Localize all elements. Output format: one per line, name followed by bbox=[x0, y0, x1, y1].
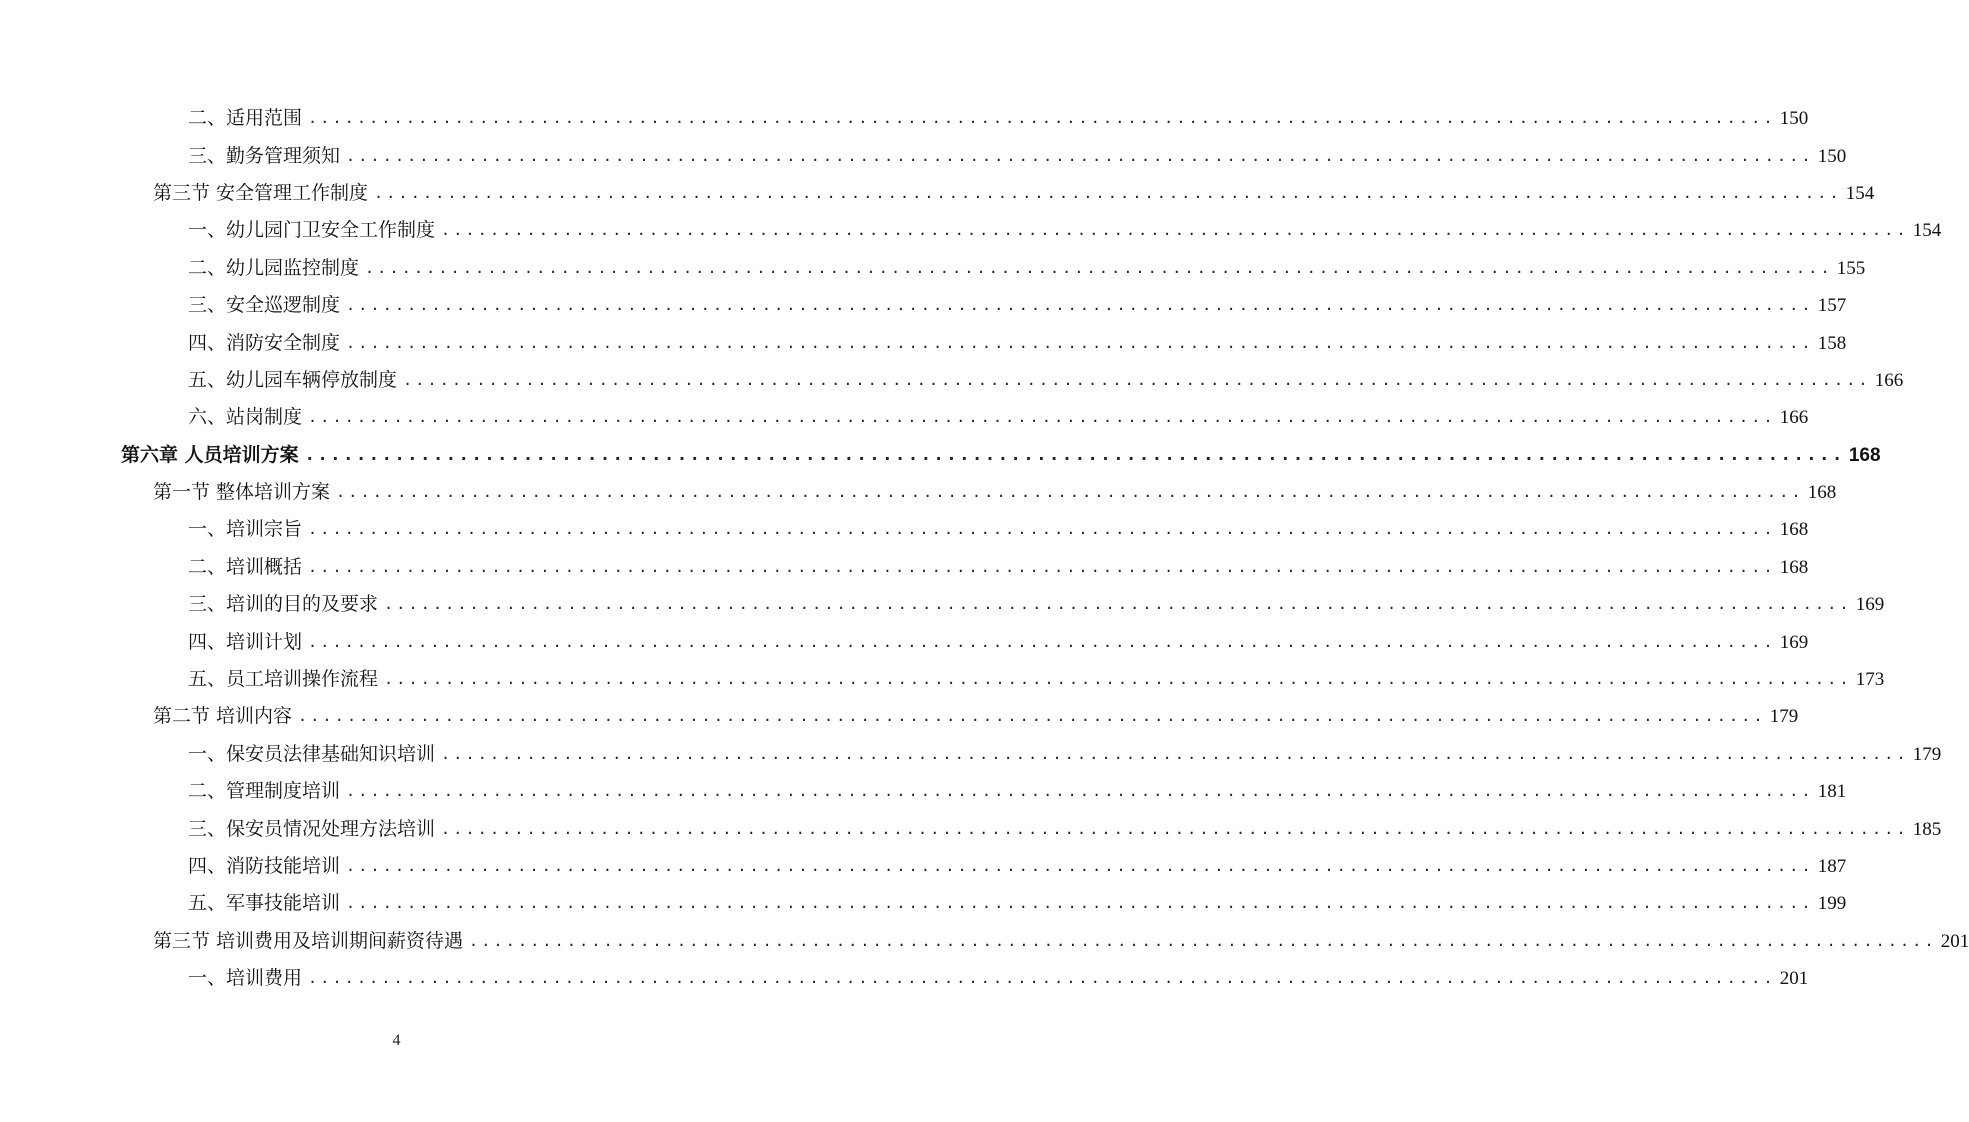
toc-entry-page: 179 bbox=[1769, 706, 1799, 728]
toc-entry-title: 四、培训计划 bbox=[188, 630, 303, 653]
toc-item-entry[interactable] bbox=[0, 773, 1847, 810]
toc-entry-page: 187 bbox=[1817, 856, 1847, 877]
toc-entry-title: 四、消防技能培训 bbox=[188, 855, 341, 877]
toc-entry-page: 173 bbox=[1855, 669, 1885, 691]
toc-leader-dots: ........................................................................................................................ bbox=[308, 969, 1776, 988]
toc-item-entry[interactable] bbox=[0, 250, 1866, 287]
toc-section-entry[interactable] bbox=[0, 698, 1799, 735]
toc-entry-page: 168 bbox=[1779, 556, 1809, 578]
toc-entry-title: 二、幼儿园监控制度 bbox=[188, 256, 360, 279]
toc-item-entry[interactable] bbox=[0, 623, 1809, 660]
toc-entry-page: 154 bbox=[1845, 182, 1875, 204]
toc-entry-title: 五、员工培训操作流程 bbox=[188, 668, 379, 691]
toc-section-entry[interactable] bbox=[0, 923, 1969, 960]
toc-leader-dots: ........................................................................................................................ bbox=[308, 109, 1776, 128]
toc-entry-page: 168 bbox=[1848, 444, 1881, 466]
toc-entry-page: 179 bbox=[1912, 743, 1942, 765]
toc-entry-page: 201 bbox=[1779, 968, 1809, 990]
toc-entry-title: 第六章 人员培训方案 bbox=[121, 443, 299, 466]
toc-leader-dots: ........................................................................................................................ bbox=[374, 183, 1842, 202]
toc-entry-title: 一、保安员法律基础知识培训 bbox=[188, 742, 436, 765]
toc-entry-title: 五、幼儿园车辆停放制度 bbox=[188, 368, 398, 391]
toc-entry-page: 155 bbox=[1836, 257, 1866, 279]
toc-leader-dots: ........................................................................................................................ bbox=[441, 819, 1909, 838]
toc-leader-dots: ........................................................................................................................ bbox=[308, 557, 1776, 576]
toc-entry-title: 三、培训的目的及要求 bbox=[188, 593, 379, 616]
toc-leader-dots: ........................................................................................................................ bbox=[346, 296, 1814, 315]
toc-item-entry[interactable] bbox=[0, 399, 1809, 436]
toc-leader-dots: ........................................................................................................................ bbox=[308, 520, 1776, 539]
toc-item-entry[interactable] bbox=[0, 212, 1942, 249]
toc-item-entry[interactable] bbox=[0, 586, 1885, 623]
toc-entry-page: 154 bbox=[1912, 220, 1942, 242]
toc-entry-page: 169 bbox=[1855, 594, 1885, 616]
toc-entry-page: 181 bbox=[1817, 781, 1847, 803]
toc-entry-page: 185 bbox=[1912, 818, 1942, 840]
toc-entry-title: 一、培训费用 bbox=[188, 967, 303, 990]
toc-item-entry[interactable] bbox=[0, 960, 1809, 997]
toc-entry-title: 二、管理制度培训 bbox=[188, 780, 341, 803]
toc-leader-dots: ........................................................................................................................ bbox=[403, 370, 1871, 389]
toc-leader-dots: ........................................................................................................................ bbox=[346, 333, 1814, 352]
toc-leader-dots: ........................................................................................................................ bbox=[384, 595, 1852, 614]
toc-entry-title: 一、培训宗旨 bbox=[188, 518, 303, 541]
toc-entry-page: 201 bbox=[1940, 930, 1969, 952]
page-number: 4 bbox=[392, 1032, 401, 1049]
toc-leader-dots: ........................................................................................................................ bbox=[308, 632, 1776, 651]
toc-entry-page: 150 bbox=[1779, 108, 1809, 130]
toc-entry-title: 第一节 整体培训方案 bbox=[153, 481, 331, 504]
toc-entry-title: 第二节 培训内容 bbox=[153, 705, 293, 728]
toc-entry-title: 一、幼儿园门卫安全工作制度 bbox=[188, 219, 436, 242]
toc-leader-dots: ........................................................................................................................ bbox=[336, 483, 1804, 502]
toc-leader-dots: ........................................................................................................................ bbox=[304, 444, 1845, 465]
toc-entry-title: 五、军事技能培训 bbox=[188, 892, 341, 915]
toc-leader-dots: ........................................................................................................................ bbox=[346, 894, 1814, 913]
toc-item-entry[interactable] bbox=[0, 549, 1809, 586]
toc-item-entry[interactable] bbox=[0, 362, 1904, 399]
toc-item-entry[interactable] bbox=[0, 848, 1847, 885]
toc-entry-title: 二、培训概括 bbox=[188, 555, 303, 578]
toc-section-entry[interactable] bbox=[0, 474, 1837, 511]
toc-entry-page: 150 bbox=[1817, 145, 1847, 167]
toc-entry-page: 199 bbox=[1817, 893, 1847, 915]
toc-entry-title: 三、保安员情况处理方法培训 bbox=[188, 817, 436, 840]
toc-leader-dots: ........................................................................................................................ bbox=[308, 408, 1776, 427]
toc-entry-title: 第三节 培训费用及培训期间薪资待遇 bbox=[153, 929, 464, 952]
toc-entry-title: 二、适用范围 bbox=[188, 107, 303, 130]
toc-entry-page: 168 bbox=[1779, 519, 1809, 541]
toc-leader-dots: ........................................................................................................................ bbox=[441, 221, 1909, 240]
toc-item-entry[interactable] bbox=[0, 100, 1809, 137]
toc-leader-dots: ........................................................................................................................ bbox=[441, 744, 1909, 763]
toc-entry-page: 168 bbox=[1807, 482, 1837, 504]
table-of-contents bbox=[0, 100, 1969, 997]
toc-item-entry[interactable] bbox=[0, 661, 1885, 698]
toc-entry-title: 三、勤务管理须知 bbox=[188, 144, 341, 167]
toc-entry-page: 157 bbox=[1817, 295, 1847, 317]
toc-leader-dots: ........................................................................................................................ bbox=[469, 931, 1937, 950]
toc-entry-title: 第三节 安全管理工作制度 bbox=[153, 181, 369, 204]
toc-entry-page: 169 bbox=[1779, 631, 1809, 653]
toc-item-entry[interactable] bbox=[0, 324, 1847, 361]
toc-item-entry[interactable] bbox=[0, 511, 1809, 548]
toc-entry-page: 158 bbox=[1817, 332, 1847, 354]
toc-entry-title: 六、站岗制度 bbox=[188, 406, 303, 429]
toc-entry-title: 三、安全巡逻制度 bbox=[188, 294, 341, 317]
toc-leader-dots: ........................................................................................................................ bbox=[298, 707, 1766, 726]
toc-leader-dots: ........................................................................................................................ bbox=[346, 782, 1814, 801]
toc-leader-dots: ........................................................................................................................ bbox=[346, 857, 1814, 875]
toc-entry-page: 166 bbox=[1779, 407, 1809, 429]
toc-item-entry[interactable] bbox=[0, 137, 1847, 174]
toc-entry-page: 166 bbox=[1874, 369, 1904, 391]
toc-entry-title: 四、消防安全制度 bbox=[188, 331, 341, 354]
toc-item-entry[interactable] bbox=[0, 736, 1942, 773]
toc-leader-dots: ........................................................................................................................ bbox=[365, 258, 1833, 277]
toc-leader-dots: ........................................................................................................................ bbox=[384, 670, 1852, 689]
toc-item-entry[interactable] bbox=[0, 810, 1942, 847]
toc-section-entry[interactable] bbox=[0, 175, 1875, 212]
toc-item-entry[interactable] bbox=[0, 885, 1847, 922]
toc-chapter-entry[interactable] bbox=[0, 437, 1881, 474]
toc-leader-dots: ........................................................................................................................ bbox=[346, 146, 1814, 165]
toc-item-entry[interactable] bbox=[0, 287, 1847, 324]
